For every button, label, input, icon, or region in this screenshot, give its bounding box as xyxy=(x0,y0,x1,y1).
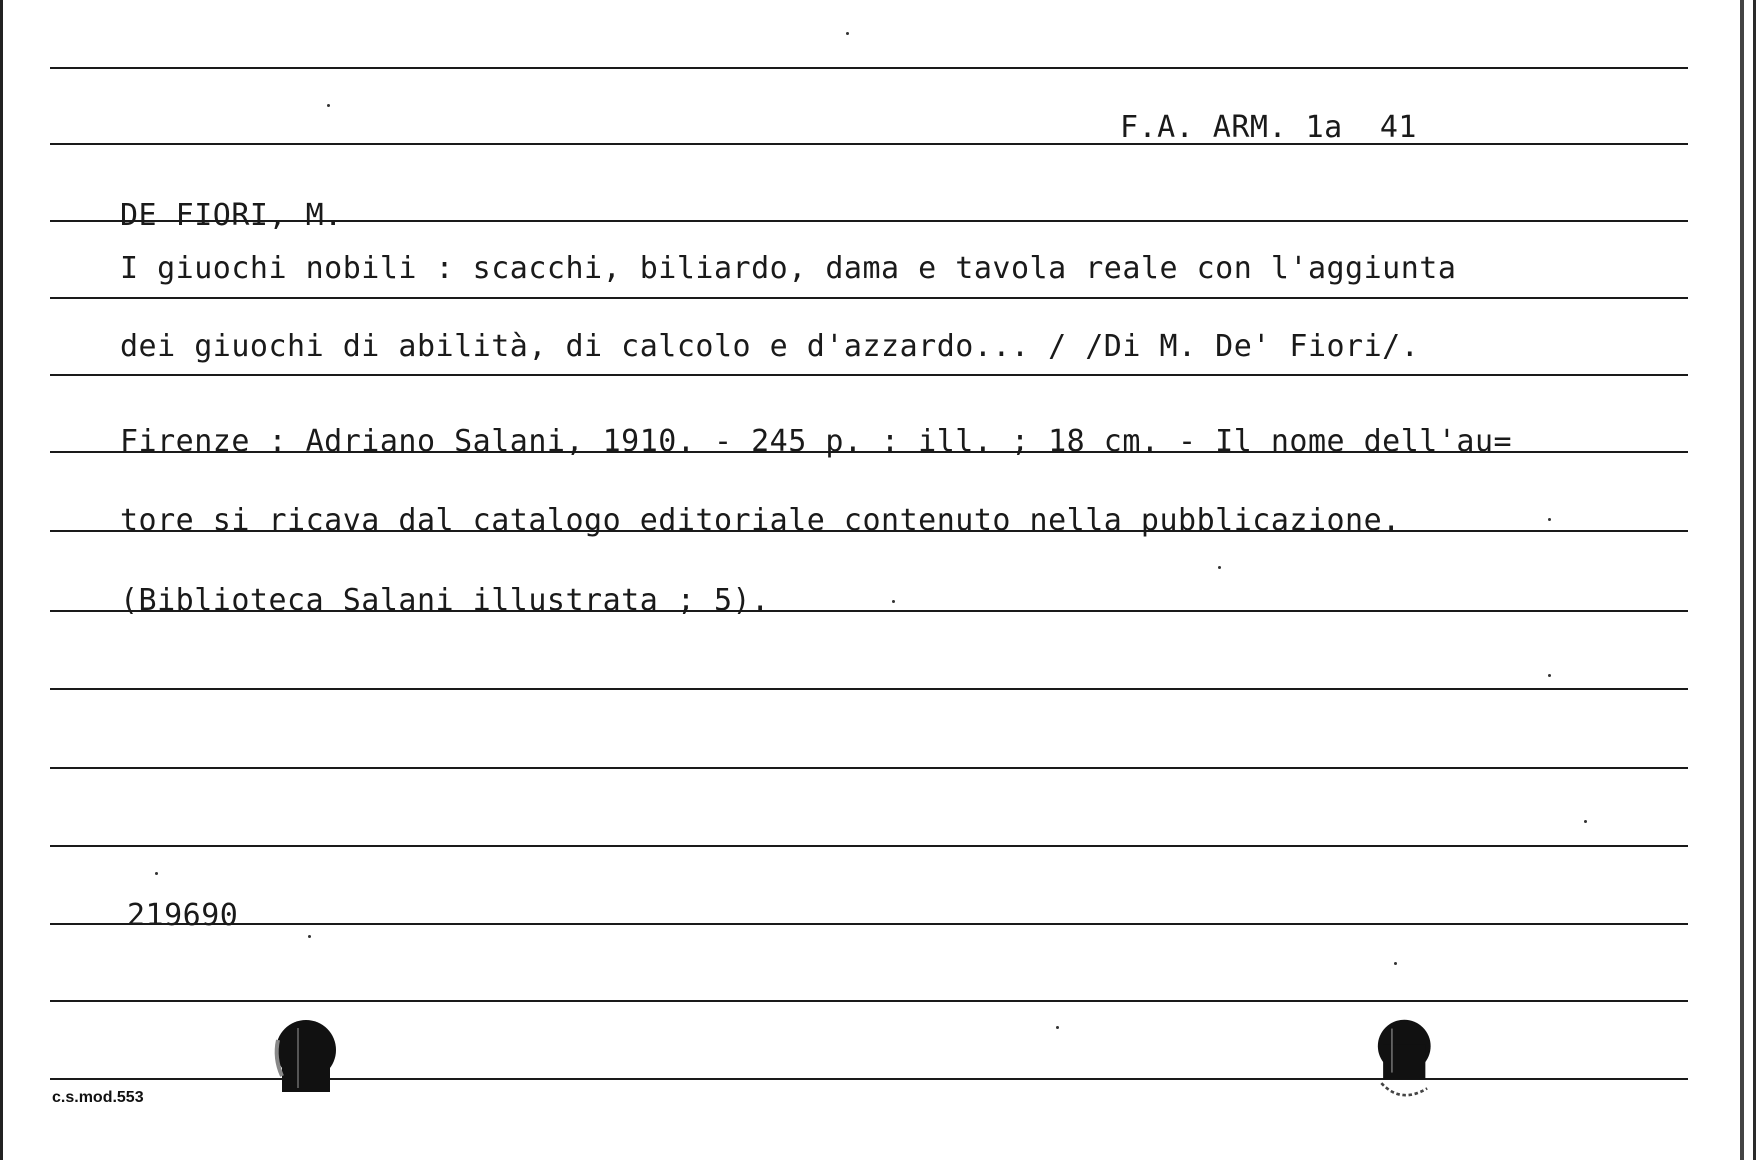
speck xyxy=(308,935,311,938)
speck xyxy=(1584,820,1587,823)
speck xyxy=(1056,1026,1059,1029)
shelfmark: F.A. ARM. 1a 41 xyxy=(1120,110,1417,145)
ruled-line xyxy=(50,143,1688,145)
inventory-number: 219690 xyxy=(127,898,239,933)
punch-hole-right xyxy=(1370,1018,1442,1106)
speck xyxy=(1548,674,1551,677)
ruled-line xyxy=(50,374,1688,376)
card-outer-edge xyxy=(1753,0,1756,1160)
ruled-line xyxy=(50,297,1688,299)
description-line: Firenze : Adriano Salani, 1910. - 245 p. : ill. ; 18 cm. - Il nome dell'au= xyxy=(120,424,1513,459)
speck xyxy=(327,104,330,107)
speck xyxy=(1548,518,1551,521)
ruled-line xyxy=(50,688,1688,690)
ruled-line xyxy=(50,67,1688,69)
ruled-line xyxy=(50,1000,1688,1002)
description-line: dei giuochi di abilità, di calcolo e d'azzardo... / /Di M. De' Fiori/. xyxy=(120,329,1420,364)
speck xyxy=(892,600,895,603)
ruled-line xyxy=(50,767,1688,769)
author-heading: DE FIORI, M. xyxy=(120,198,343,233)
speck xyxy=(1394,962,1397,965)
speck xyxy=(155,872,158,875)
speck xyxy=(846,32,849,35)
ruled-line xyxy=(50,845,1688,847)
description-line: I giuochi nobili : scacchi, biliardo, dama e tavola reale con l'aggiunta xyxy=(120,251,1457,286)
description-line: tore si ricava dal catalogo editoriale contenuto nella pubblicazione. xyxy=(120,503,1401,538)
card-right-edge xyxy=(1740,0,1744,1160)
punch-hole-left xyxy=(268,1018,340,1106)
card-left-edge xyxy=(0,0,3,1160)
description-line: (Biblioteca Salani illustrata ; 5). xyxy=(120,583,770,618)
form-code: c.s.mod.553 xyxy=(52,1089,144,1106)
ruled-line xyxy=(50,923,1688,925)
speck xyxy=(1218,566,1221,569)
